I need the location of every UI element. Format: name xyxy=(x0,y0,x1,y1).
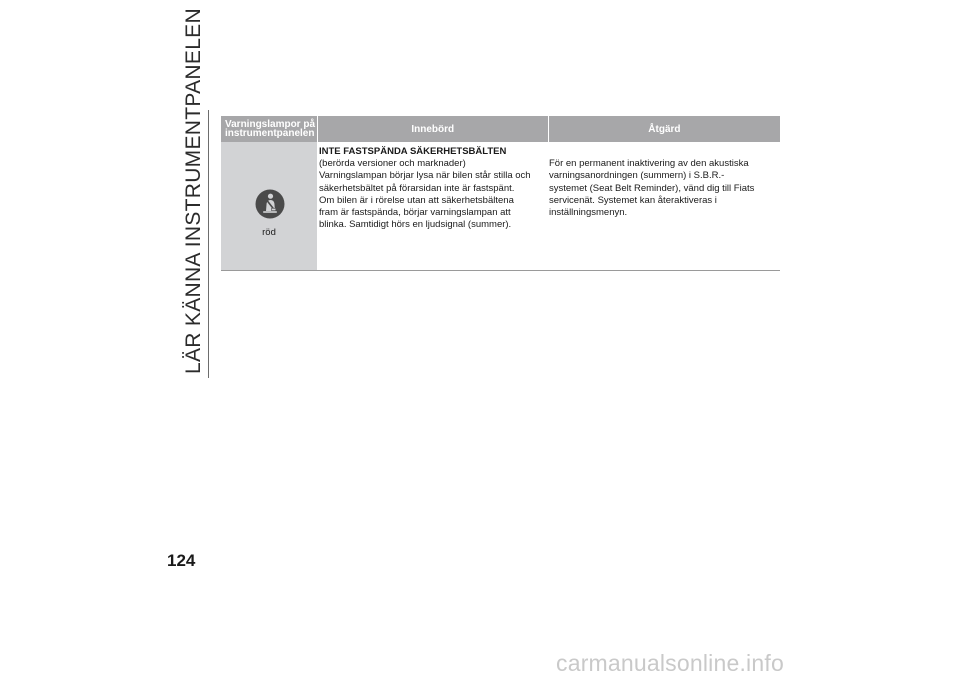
meaning-cell xyxy=(317,142,548,270)
warning-lights-table xyxy=(221,116,780,271)
action-line: inställningsmenyn. xyxy=(549,207,628,219)
header-warning-lights-line1: Varningslampor på xyxy=(225,119,316,130)
meaning-line: Om bilen är i rörelse utan att säkerhetsbältena xyxy=(319,194,514,206)
action-line: systemet (Seat Belt Reminder), vänd dig till Fiats xyxy=(549,182,755,194)
meaning-line: (berörda versioner och marknader) xyxy=(319,158,466,170)
chapter-side-title: LÄR KÄNNA INSTRUMENTPANELEN xyxy=(182,8,205,374)
warning-title: INTE FASTSPÄNDA SÄKERHETSBÄLTEN xyxy=(319,146,507,157)
meaning-line: säkerhetsbältet på förarsidan inte är fastspänt. xyxy=(319,182,515,194)
action-cell xyxy=(548,142,780,270)
chapter-divider xyxy=(208,110,209,378)
header-warning-lights xyxy=(221,116,317,142)
header-action: Åtgärd xyxy=(548,116,780,142)
action-spacer xyxy=(549,146,780,158)
table-header-row xyxy=(221,116,780,142)
seatbelt-warning-icon xyxy=(255,189,285,219)
meaning-line: Varningslampan börjar lysa när bilen står stilla och xyxy=(319,170,531,182)
action-line: servicenät. Systemet kan återaktiveras i xyxy=(549,194,717,206)
lamp-color-label: röd xyxy=(262,227,276,238)
action-line: varningsanordningen (summern) i S.B.R.- xyxy=(549,170,725,182)
action-line: För en permanent inaktivering av den akustiska xyxy=(549,158,749,170)
watermark: carmanualsonline.info xyxy=(556,650,784,676)
meaning-line: fram är fastspända, börjar varningslampan att xyxy=(319,207,511,219)
header-warning-lights-line2: instrumentpanelen xyxy=(225,128,315,139)
meaning-line: blinka. Samtidigt hörs en ljudsignal (summer). xyxy=(319,219,512,231)
page-number: 124 xyxy=(167,551,196,570)
lamp-cell xyxy=(221,142,317,270)
header-meaning: Innebörd xyxy=(317,116,548,142)
table-row xyxy=(221,142,780,271)
